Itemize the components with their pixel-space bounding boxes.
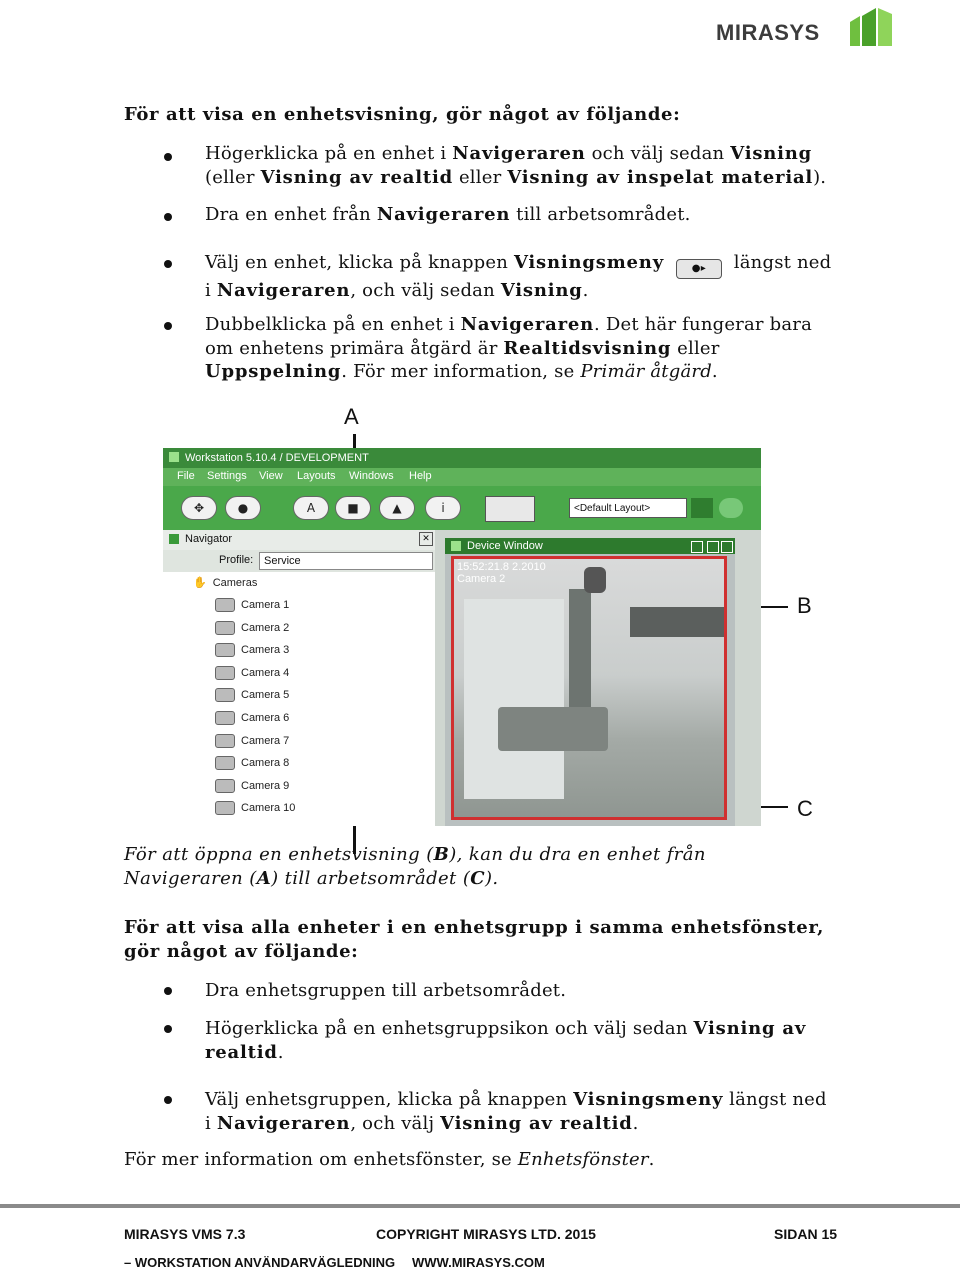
- label-a: A: [344, 404, 359, 429]
- window-title: Workstation 5.10.4 / DEVELOPMENT: [185, 452, 369, 464]
- navigator-header: [163, 530, 435, 551]
- tree-item-camera[interactable]: Camera 2: [215, 621, 289, 641]
- figure-caption: För att öppna en enhetsvisning (B), kan du dra en enhet från Navigeraren (A) till arbetsområdet (C).: [124, 844, 706, 889]
- final-paragraph: För mer information om enhetsfönster, se Enhetsfönster.: [124, 1149, 655, 1170]
- profile-select[interactable]: Service: [259, 552, 433, 570]
- bullet-dot: [164, 153, 172, 161]
- profile-row: [163, 550, 435, 572]
- video-camera-device: [584, 567, 606, 593]
- footer-guide: – WORKSTATION ANVÄNDARVÄGLEDNING: [124, 1255, 396, 1270]
- camera-tree: [163, 572, 435, 826]
- device-window-title: Device Window: [467, 540, 543, 552]
- video-timestamp: 15:52:21.8 2.2010: [457, 561, 546, 573]
- tree-item-camera[interactable]: Camera 4: [215, 666, 289, 686]
- footer-copyright: COPYRIGHT MIRASYS LTD. 2015: [376, 1226, 596, 1242]
- tree-root-cameras[interactable]: ✋ Cameras: [193, 577, 258, 589]
- tree-item-camera[interactable]: Camera 6: [215, 711, 289, 731]
- bullet-text: Högerklicka på en enhetsgruppsikon och välj sedan Visning av realtid.: [205, 1018, 807, 1063]
- alarm-button[interactable]: A: [293, 496, 329, 520]
- layout-action-icon[interactable]: [719, 498, 743, 518]
- tree-item-camera[interactable]: Camera 8: [215, 756, 289, 776]
- camera-icon: [215, 598, 235, 612]
- tree-item-camera[interactable]: Camera 1: [215, 598, 289, 618]
- menu-view[interactable]: View: [259, 470, 283, 482]
- bullet-dot: [164, 322, 172, 330]
- video-shelf: [498, 707, 608, 751]
- menu-settings[interactable]: Settings: [207, 470, 247, 482]
- layout-select[interactable]: <Default Layout>: [569, 498, 687, 518]
- camera-icon: [215, 688, 235, 702]
- menu-file[interactable]: File: [177, 470, 195, 482]
- tree-item-camera[interactable]: Camera 9: [215, 779, 289, 799]
- navigator-title: Navigator: [185, 533, 233, 545]
- restore-icon[interactable]: [707, 541, 719, 553]
- menu-layouts[interactable]: Layouts: [297, 470, 336, 482]
- bullet-text: Dra enhetsgruppen till arbetsområdet.: [205, 980, 567, 1001]
- tree-item-camera[interactable]: Camera 7: [215, 734, 289, 754]
- video-wall: [464, 599, 564, 799]
- navigator-icon: [169, 534, 179, 544]
- video-camera-name: Camera 2: [457, 573, 506, 585]
- footer-url[interactable]: WWW.MIRASYS.COM: [412, 1255, 545, 1270]
- toolbar: [163, 486, 761, 530]
- camera-icon: [215, 801, 235, 815]
- folder-icon: ✋: [193, 577, 207, 589]
- bullet-text: Dra en enhet från Navigeraren till arbetsområdet.: [205, 204, 691, 225]
- camera-icon: [215, 756, 235, 770]
- footer-page: SIDAN 15: [774, 1226, 838, 1242]
- camera-icon: [215, 666, 235, 680]
- device-window-icon: [451, 541, 461, 551]
- view-menu-button-icon: ●▸: [676, 259, 722, 279]
- menu-help[interactable]: Help: [409, 470, 432, 482]
- camera-icon: [215, 779, 235, 793]
- logo-mark-icon: [846, 8, 894, 50]
- camera-button[interactable]: ●: [225, 496, 261, 520]
- mirasys-logo: [712, 8, 902, 54]
- info-button[interactable]: i: [425, 496, 461, 520]
- label-c: C: [797, 796, 813, 821]
- window-titlebar: [163, 448, 761, 468]
- bullet-text: Välj en enhet, klicka på knappen Visningsmeny ●▸ längst ned i Navigeraren, och välj sedan Visning.: [205, 252, 832, 301]
- tree-item-camera[interactable]: Camera 5: [215, 688, 289, 708]
- bullet-dot: [164, 213, 172, 221]
- bullet-text: Dubbelklicka på en enhet i Navigeraren. Det här fungerar bara om enhetens primära åtgärd är Realtidsvisning eller Uppspelning. För mer information, se Primär åtgärd.: [205, 314, 813, 382]
- app-icon: [169, 452, 179, 462]
- menu-windows[interactable]: Windows: [349, 470, 394, 482]
- tree-item-camera[interactable]: Camera 3: [215, 643, 289, 663]
- navigator-panel: [163, 530, 435, 826]
- camera-icon: [215, 621, 235, 635]
- close-window-icon[interactable]: [721, 541, 733, 553]
- tree-item-camera[interactable]: Camera 10: [215, 801, 295, 821]
- grid-layout-button[interactable]: [485, 496, 535, 522]
- bullet-dot: [164, 1096, 172, 1104]
- bell-button[interactable]: ▲: [379, 496, 415, 520]
- section-heading: För att visa en enhetsvisning, gör något av följande:: [124, 104, 681, 125]
- profile-label: Profile:: [219, 554, 254, 566]
- ptz-button[interactable]: ✥: [181, 496, 217, 520]
- layout-dropdown-arrow-icon[interactable]: [691, 498, 713, 518]
- menu-bar: [163, 468, 761, 486]
- workstation-screenshot: [163, 448, 761, 826]
- device-window: [445, 538, 735, 826]
- bullet-dot: [164, 260, 172, 268]
- camera-icon: [215, 734, 235, 748]
- video-window: [630, 607, 724, 637]
- footer-divider: [0, 1204, 960, 1208]
- maximize-icon[interactable]: [691, 541, 703, 553]
- stop-button[interactable]: ■: [335, 496, 371, 520]
- bullet-dot: [164, 1025, 172, 1033]
- close-icon[interactable]: ✕: [419, 532, 433, 546]
- camera-icon: [215, 711, 235, 725]
- bullet-dot: [164, 987, 172, 995]
- bullet-text: Välj enhetsgruppen, klicka på knappen Visningsmeny längst ned i Navigeraren, och välj Visning av realtid.: [205, 1089, 827, 1134]
- bullet-text: Högerklicka på en enhet i Navigeraren och välj sedan Visning (eller Visning av realtid eller Visning av inspelat material).: [205, 143, 827, 188]
- camera-video-feed[interactable]: [451, 556, 727, 820]
- device-window-titlebar: [445, 538, 735, 554]
- section-heading-2: För att visa alla enheter i en enhetsgrupp i samma enhetsfönster, gör något av följande:: [124, 917, 824, 962]
- footer-product: MIRASYS VMS 7.3: [124, 1226, 246, 1242]
- camera-icon: [215, 643, 235, 657]
- label-b: B: [797, 593, 812, 618]
- logo-text: MIRASYS: [716, 20, 820, 45]
